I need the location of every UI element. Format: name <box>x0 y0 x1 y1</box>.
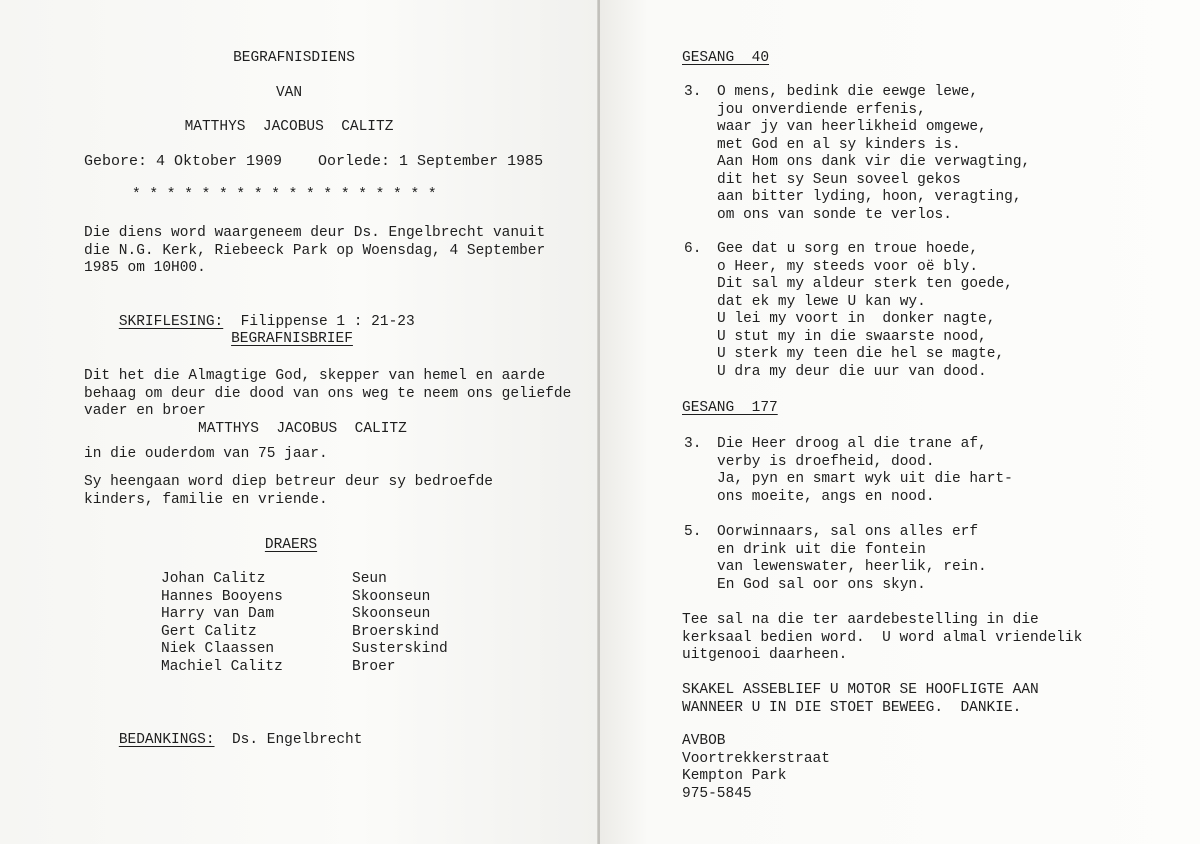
bearer-name: Johan Calitz <box>161 571 266 587</box>
bearer-name: Hannes Booyens <box>161 588 283 605</box>
service-line: die N.G. Kerk, Riebeeck Park op Woensdag, 4 September <box>84 242 546 259</box>
verse-line: aan bitter lyding, hoon, veragting, <box>717 189 1022 205</box>
bearers-heading: DRAERS <box>264 537 318 553</box>
verse-number: 6. <box>684 241 702 257</box>
address-line: Voortrekkerstraat <box>682 750 830 767</box>
verse-number: 5. <box>684 524 702 540</box>
undertaker-address <box>682 733 830 803</box>
hymn1-verse-3 <box>717 84 1030 224</box>
funeral-letter <box>84 368 571 421</box>
verse-line: Dit sal my aldeur sterk ten goede, <box>717 276 1013 292</box>
mourning-text <box>84 474 493 509</box>
verse-number: 3. <box>684 436 702 452</box>
bearer-relations <box>352 571 448 676</box>
verse-line: dit het sy Seun soveel gekos <box>717 171 961 188</box>
tea-line: kerksaal bedien word. U word almal vriendelik <box>682 629 1083 646</box>
verse-line: Die Heer droog al die trane af, <box>717 436 987 452</box>
bearer-relation: Broerskind <box>352 623 440 640</box>
bearer-name: Harry van Dam <box>161 606 275 622</box>
tea-line: uitgenooi daarheen. <box>682 647 848 663</box>
deceased-name: MATTHYS JACOBUS CALITZ <box>184 119 394 135</box>
verse-line: van lewenswater, heerlik, rein. <box>717 559 987 575</box>
verse-line: Gee dat u sorg en troue hoede, <box>717 241 979 257</box>
verse-line: en drink uit die fontein <box>717 541 926 558</box>
verse-line: met God en al sy kinders is. <box>717 136 961 153</box>
verse-line: Ja, pyn en smart wyk uit die hart- <box>717 471 1013 487</box>
thanks-line <box>84 714 362 767</box>
service-line: Die diens word waargeneem deur Ds. Engelbrecht vanuit <box>84 225 546 241</box>
bearer-relation: Skoonseun <box>352 606 431 622</box>
bearer-name: Machiel Calitz <box>161 658 283 675</box>
address-line: 975-5845 <box>682 785 752 802</box>
address-line: AVBOB <box>682 733 726 749</box>
bearer-relation: Seun <box>352 571 387 587</box>
bearer-relation: Susterskind <box>352 641 448 657</box>
tea-line: Tee sal na die ter aardebestelling in die <box>682 612 1039 628</box>
address-line: Kempton Park <box>682 768 787 784</box>
service-title: BEGRAFNISDIENS <box>233 50 355 66</box>
hymn1-heading: GESANG 40 <box>682 50 770 66</box>
verse-line: En God sal oor ons skyn. <box>717 576 926 593</box>
birth-death-dates: Gebore: 4 Oktober 1909 Oorlede: 1 September 1985 <box>84 153 544 170</box>
bearer-names <box>161 571 283 676</box>
hymn1-verse-6 <box>717 241 1013 381</box>
verse-line: ons moeite, angs en nood. <box>717 488 935 505</box>
letter-line: vader en broer <box>84 403 206 419</box>
left-page <box>0 0 598 844</box>
age-line: in die ouderdom van 75 jaar. <box>84 446 328 462</box>
letter-line: behaag om deur die dood van ons weg te neem ons geliefde <box>84 385 572 402</box>
notice-line: WANNEER U IN DIE STOET BEWEEG. DANKIE. <box>682 699 1022 716</box>
verse-line: U stut my in die swaarste nood, <box>717 328 987 345</box>
tea-notice <box>682 612 1082 665</box>
headlights-notice <box>682 682 1039 717</box>
verse-line: U dra my deur die uur van dood. <box>717 363 987 380</box>
notice-line: SKAKEL ASSEBLIEF U MOTOR SE HOOFLIGTE AAN <box>682 682 1039 698</box>
hymn2-verse-5 <box>717 524 987 594</box>
bearer-relation: Skoonseun <box>352 588 431 605</box>
verse-line: Oorwinnaars, sal ons alles erf <box>717 524 979 540</box>
bearer-name: Niek Claassen <box>161 641 275 657</box>
mourn-line: kinders, familie en vriende. <box>84 491 328 508</box>
scripture-text: Filippense 1 : 21-23 <box>240 313 415 330</box>
service-line: 1985 om 10H00. <box>84 260 206 276</box>
verse-line: o Heer, my steeds voor oë bly. <box>717 258 979 275</box>
scripture-label: SKRIFLESING: <box>118 313 224 330</box>
letter-name: MATTHYS JACOBUS CALITZ <box>198 421 407 437</box>
verse-line: dat ek my lewe U kan wy. <box>717 293 926 310</box>
hymn2-heading: GESANG 177 <box>682 400 778 416</box>
verse-line: U lei my voort in donker nagte, <box>717 311 996 327</box>
thanks-text: Ds. Engelbrecht <box>231 731 363 748</box>
bearer-name: Gert Calitz <box>161 623 257 640</box>
verse-line: Aan Hom ons dank vir die verwagting, <box>717 154 1031 170</box>
verse-number: 3. <box>684 84 702 100</box>
verse-line: O mens, bedink die eewge lewe, <box>717 84 979 100</box>
verse-line: verby is droefheid, dood. <box>717 453 935 470</box>
van-label: VAN <box>275 85 303 101</box>
letter-heading: BEGRAFNISBRIEF <box>231 331 353 347</box>
right-page <box>600 0 1200 844</box>
verse-line: U sterk my teen die hel se magte, <box>717 346 1005 362</box>
service-details <box>84 225 545 278</box>
letter-line: Dit het die Almagtige God, skepper van hemel en aarde <box>84 368 546 384</box>
star-divider: * * * * * * * * * * * * * * * * * * <box>132 187 437 203</box>
bearer-relation: Broer <box>352 658 396 675</box>
verse-line: om ons van sonde te verlos. <box>717 206 952 223</box>
verse-line: waar jy van heerlikheid omgewe, <box>717 119 987 135</box>
mourn-line: Sy heengaan word diep betreur deur sy bedroefde <box>84 474 493 490</box>
hymn2-verse-3 <box>717 436 1013 506</box>
thanks-label: BEDANKINGS: <box>118 731 215 748</box>
verse-line: jou onverdiende erfenis, <box>717 101 926 118</box>
